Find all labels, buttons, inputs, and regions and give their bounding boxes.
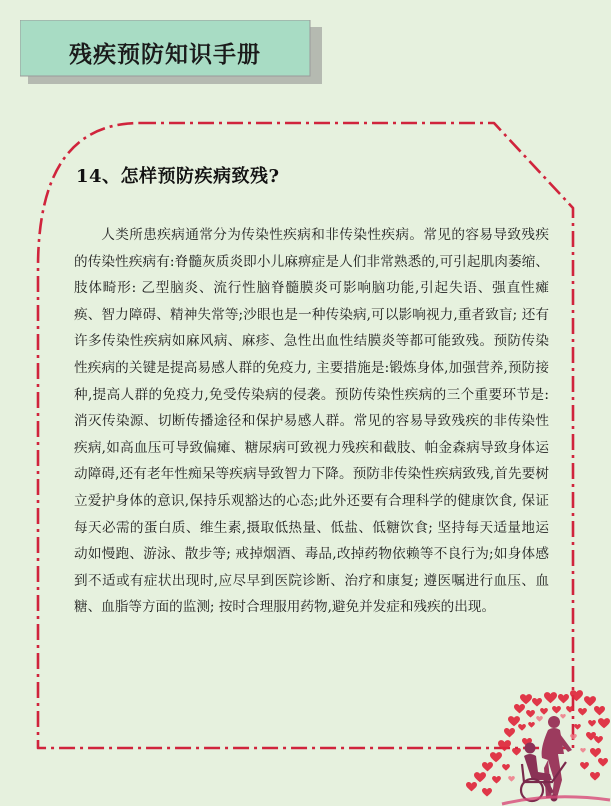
heart-cluster-with-wheelchair-icon (462, 688, 611, 806)
page-title: 残疾预防知识手册 (69, 42, 261, 68)
section-heading: 14、怎样预防疾病致残? (76, 166, 280, 187)
body-paragraph: 人类所患疾病通常分为传染性疾病和非传染性疾病。常见的容易导致残疾的传染性疾病有:脊髓灰质炎即小儿麻痹症是人们非常熟悉的,可引起肌肉萎缩、肢体畸形: 乙型脑炎、流行性脑脊髓膜炎可影响脑功能,引起失语、强直性瘫痪、智力障碍、精神失常等;沙眼也是一种传染病,可以影响视力,重者致盲; 还有许多传染性疾病如麻风病、麻疹、急性出血性结膜炎等都可能致残。预防传染性疾病的关键是提高易感人群的免疫力, 主要措施是:锻炼身体,加强营养,预防接种,提高人群的免疫力,免受传染病的侵袭。预防传染性疾病的三个重要环节是:消灭传染源、切断传播途径和保护易感人群。常见的容易导致残疾的非传染性疾病,如高血压可导致偏瘫、糖尿病可致视力残疾和截肢、帕金森病导致身体运动障碍,还有老年性痴呆等疾病导致智力下降。预防非传染性疾病致残,首先要树立爱护身体的意识,保持乐观豁达的心态;此外还要有合理科学的健康饮食, 保证每天必需的蛋白质、维生素,摄取低热量、低盐、低糖饮食; 坚持每天适量地运动如慢跑、游泳、散步等; 戒掉烟酒、毒品,改掉药物依赖等不良行为;如身体感到不适或有症状出现时,应尽早到医院诊断、治疗和康复; 遵医嘱进行血压、血糖、血脂等方面的监测; 按时合理服用药物,避免并发症和残疾的出现。 (74, 227, 549, 616)
